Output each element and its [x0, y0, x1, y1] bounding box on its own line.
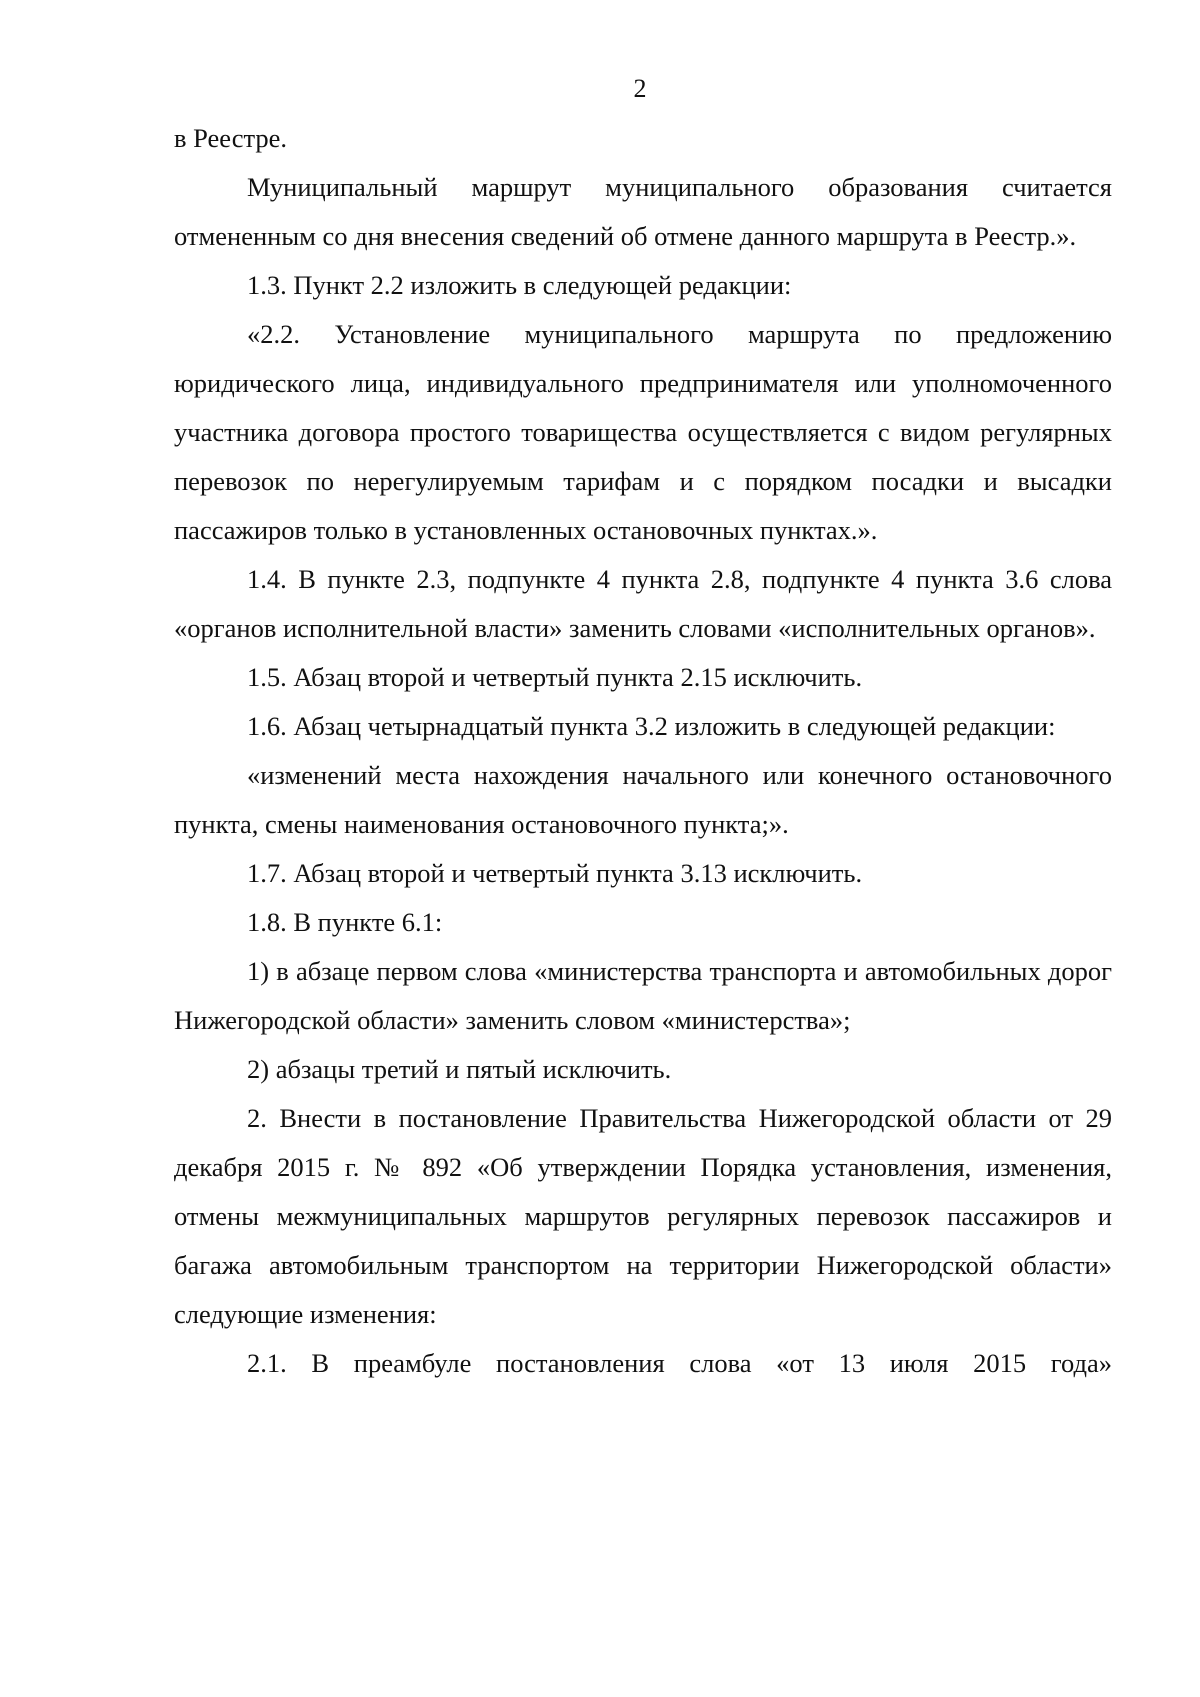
paragraph-continuation: в Реестре.: [174, 123, 288, 153]
paragraph-item-1-4: 1.4. В пункте 2.3, подпункте 4 пункта 2.8, подпункте 4 пункта 3.6 слова «органов исполнительной власти» заменить словами «исполнительных органов».: [174, 564, 1112, 643]
paragraph-item-2-1: 2.1. В преамбуле постановления слова «от 13 июля 2015 года»: [247, 1348, 1112, 1378]
paragraph-item-1-6: 1.6. Абзац четырнадцатый пункта 3.2 изложить в следующей редакции:: [247, 711, 1056, 741]
paragraph-item-1-6-quote: «изменений места нахождения начального или конечного остановочного пункта, смены наименования остановочного пункта;».: [174, 760, 1112, 839]
paragraph-item-1-5: 1.5. Абзац второй и четвертый пункта 2.15 исключить.: [247, 662, 863, 692]
paragraph-item-2-2-quote: «2.2. Установление муниципального маршрута по предложению юридического лица, индивидуального предпринимателя или уполномоченного участника договора простого товарищества осуществляется с видом регулярных перевозок по нерегулируемым тарифам и с порядком посадки и высадки пассажиров только в установленных остановочных пунктах.».: [174, 319, 1112, 545]
document-body: [174, 114, 1112, 1388]
paragraph-item-1-3: 1.3. Пункт 2.2 изложить в следующей редакции:: [247, 270, 792, 300]
paragraph-item-1-8-sub-2: 2) абзацы третий и пятый исключить.: [247, 1054, 672, 1084]
paragraph-item-1-8: 1.8. В пункте 6.1:: [247, 907, 443, 937]
paragraph-item-1-7: 1.7. Абзац второй и четвертый пункта 3.13 исключить.: [247, 858, 863, 888]
page-number: 2: [633, 74, 647, 103]
paragraph-item-2: 2. Внести в постановление Правительства Нижегородской области от 29 декабря 2015 г. № 892 «Об утверждении Порядка установления, изменения, отмены межмуниципальных маршрутов регулярных перевозок пассажиров и багажа автомобильным транспортом на территории Нижегородской области» следующие изменения:: [174, 1103, 1112, 1329]
paragraph-item-1-8-sub-1: 1) в абзаце первом слова «министерства транспорта и автомобильных дорог Нижегородской области» заменить словом «министерства»;: [174, 956, 1112, 1035]
paragraph-route-cancellation: Муниципальный маршрут муниципального образования считается отмененным со дня внесения сведений об отмене данного маршрута в Реестр.».: [174, 172, 1112, 251]
